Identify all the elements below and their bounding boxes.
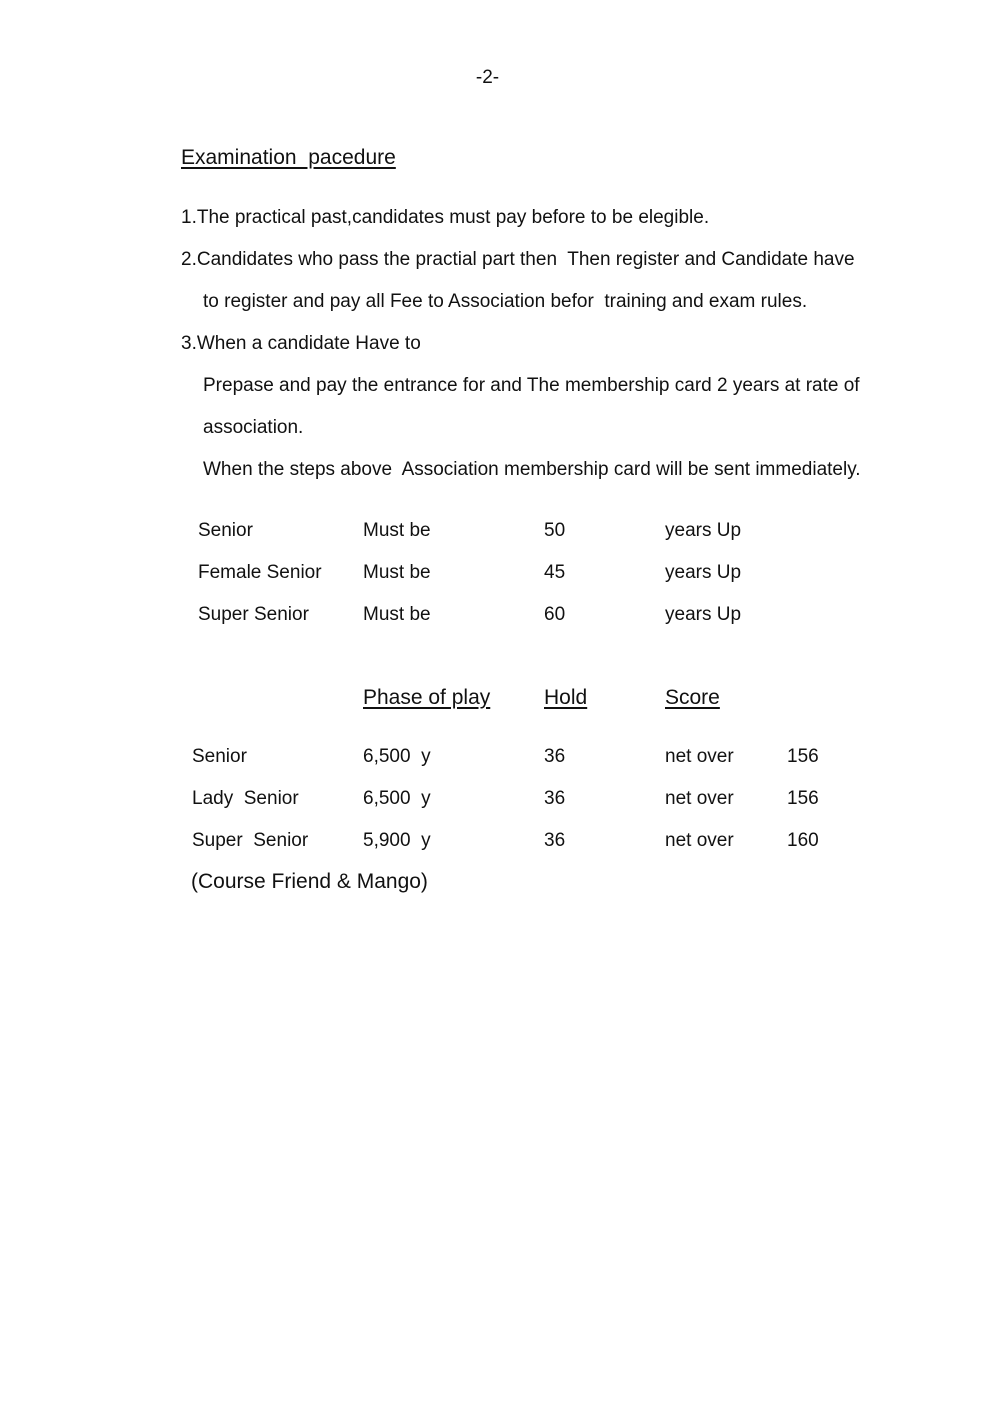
procedure-step-3-line-3: association. bbox=[203, 417, 304, 438]
procedure-step-1: 1.The practical past,candidates must pay before to be elegible. bbox=[181, 207, 710, 228]
row-score-label: net over bbox=[665, 788, 734, 809]
age-rule-suffix: years Up bbox=[665, 604, 742, 625]
age-rule-age: 50 bbox=[544, 520, 566, 541]
course-note: (Course Friend & Mango) bbox=[191, 870, 428, 893]
section-heading: Examination pacedure bbox=[181, 146, 396, 169]
age-rule-category: Female Senior bbox=[198, 562, 322, 583]
age-rule-suffix: years Up bbox=[665, 520, 742, 541]
page-number: -2- bbox=[475, 67, 500, 88]
age-rule-suffix: years Up bbox=[665, 562, 742, 583]
row-score-label: net over bbox=[665, 746, 734, 767]
row-distance: 5,900 y bbox=[363, 830, 431, 851]
row-score: 156 bbox=[787, 746, 819, 767]
row-score: 160 bbox=[787, 830, 819, 851]
procedure-step-2-continued: to register and pay all Fee to Association befor training and exam rules. bbox=[203, 291, 808, 312]
column-header-hold: Hold bbox=[544, 686, 588, 709]
column-header-score: Score bbox=[665, 686, 720, 709]
age-rule-age: 45 bbox=[544, 562, 566, 583]
age-rule-condition: Must be bbox=[363, 562, 431, 583]
procedure-step-3: 3.When a candidate Have to bbox=[181, 333, 421, 354]
row-hold: 36 bbox=[544, 746, 566, 767]
age-rule-age: 60 bbox=[544, 604, 566, 625]
row-distance: 6,500 y bbox=[363, 788, 431, 809]
age-rule-category: Senior bbox=[198, 520, 253, 541]
age-rule-category: Super Senior bbox=[198, 604, 309, 625]
age-rule-condition: Must be bbox=[363, 604, 431, 625]
row-category: Lady Senior bbox=[192, 788, 299, 809]
row-category: Super Senior bbox=[192, 830, 309, 851]
procedure-step-3-line-2: Prepase and pay the entrance for and The membership card 2 years at rate of bbox=[203, 375, 860, 396]
row-score: 156 bbox=[787, 788, 819, 809]
row-distance: 6,500 y bbox=[363, 746, 431, 767]
column-header-phase: Phase of play bbox=[363, 686, 491, 709]
row-category: Senior bbox=[192, 746, 247, 767]
procedure-step-2: 2.Candidates who pass the practial part then Then register and Candidate have bbox=[181, 249, 855, 270]
row-hold: 36 bbox=[544, 788, 566, 809]
age-rule-condition: Must be bbox=[363, 520, 431, 541]
row-hold: 36 bbox=[544, 830, 566, 851]
procedure-step-3-line-4: When the steps above Association membership card will be sent immediately. bbox=[203, 459, 861, 480]
row-score-label: net over bbox=[665, 830, 734, 851]
